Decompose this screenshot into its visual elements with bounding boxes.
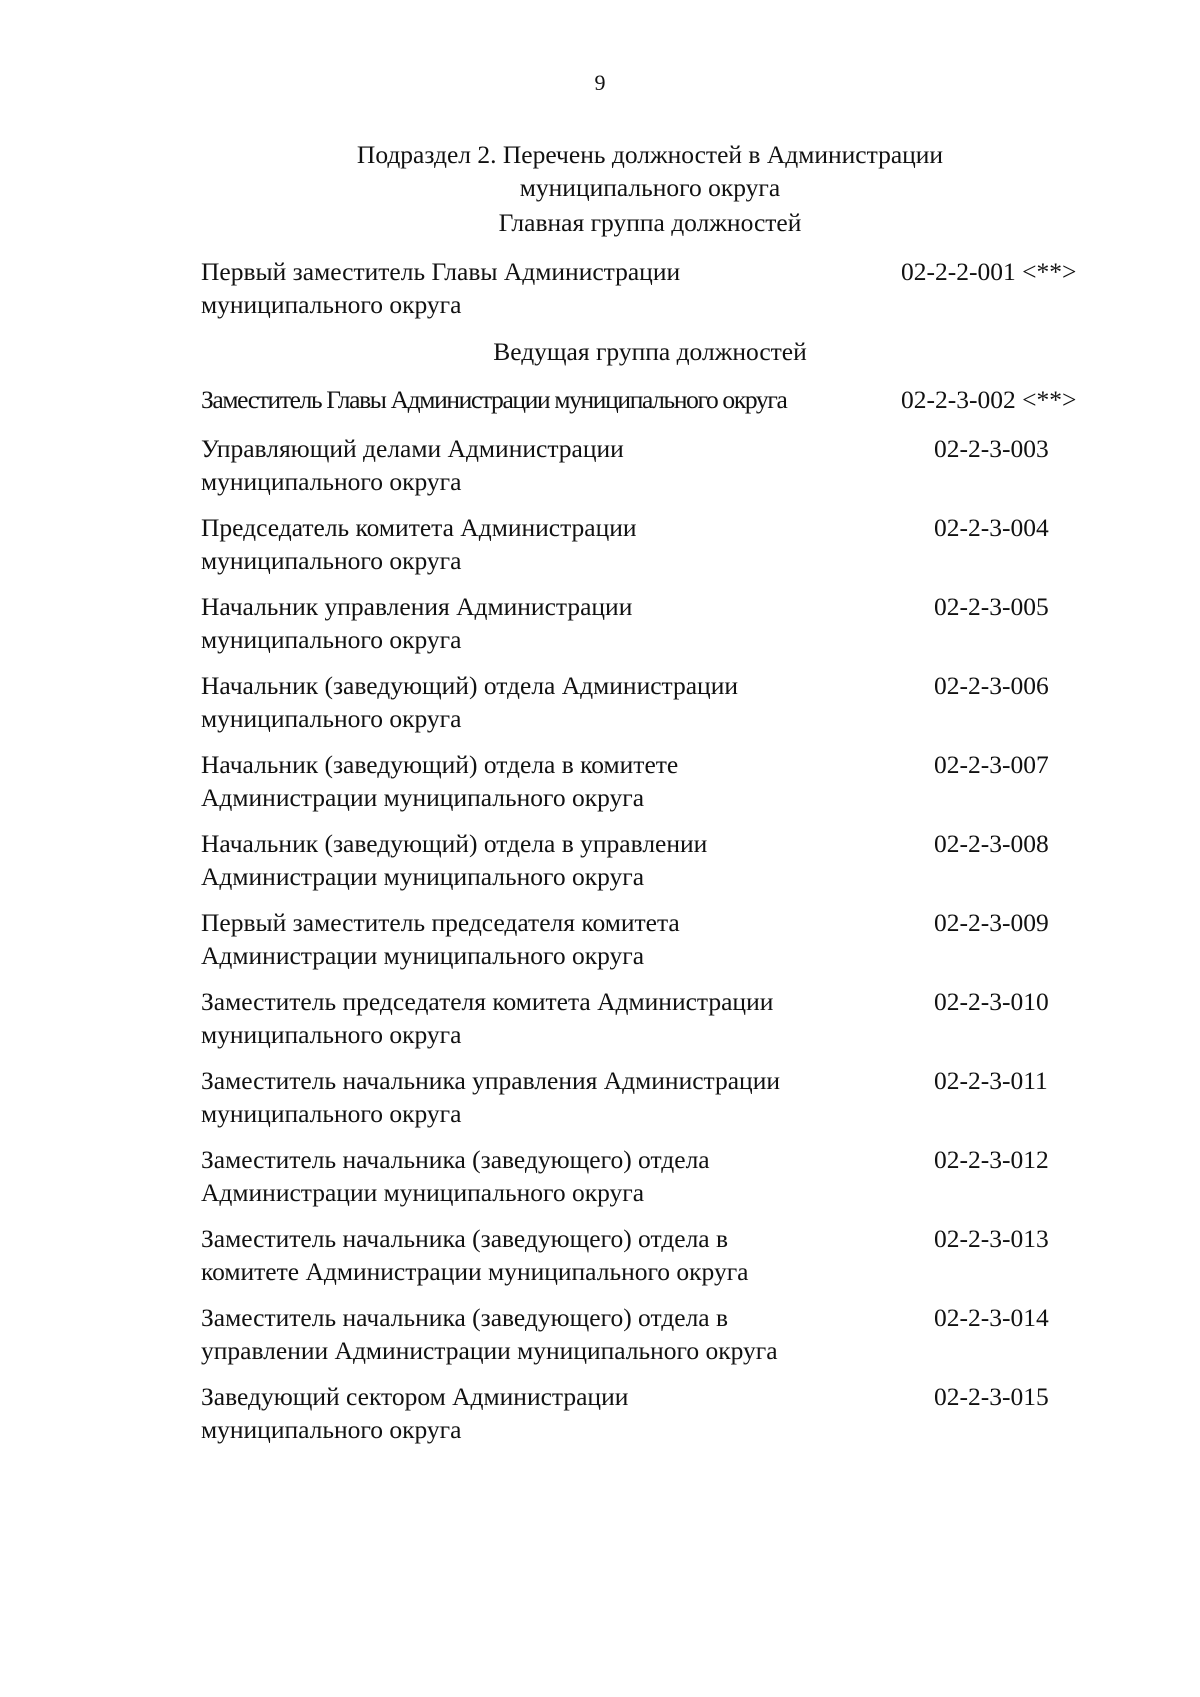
- position-code: 02-2-3-008: [934, 829, 1049, 858]
- position-code: 02-2-3-015: [934, 1382, 1049, 1411]
- position-code: 02-2-3-014: [934, 1303, 1049, 1332]
- position-row: [201, 1064, 1101, 1134]
- position-title: [201, 1222, 851, 1288]
- position-title-line-2: муниципального округа: [201, 546, 462, 575]
- position-title-line-2: Администрации муниципального округа: [201, 862, 645, 891]
- position-code: 02-2-3-012: [934, 1145, 1049, 1174]
- position-row: [201, 1301, 1101, 1371]
- subsection-title-line-2: муниципального округа: [519, 173, 781, 202]
- position-row: [201, 669, 1101, 739]
- position-title: [201, 511, 851, 577]
- position-row: [201, 590, 1101, 660]
- position-row: [201, 432, 1101, 502]
- position-title-line-2: управлении Администрации муниципального округа: [201, 1336, 778, 1365]
- position-title-line-2: муниципального округа: [201, 625, 462, 654]
- position-title: [201, 669, 851, 735]
- position-title: [201, 1301, 851, 1367]
- position-title-line-1: Управляющий делами Администрации: [201, 434, 624, 463]
- position-title-line-1: Первый заместитель Главы Администрации: [201, 257, 681, 286]
- position-title-line-2: муниципального округа: [201, 290, 462, 319]
- position-code: 02-2-3-007: [934, 750, 1049, 779]
- position-title: [201, 906, 851, 972]
- position-row: [201, 511, 1101, 581]
- position-title: [201, 590, 851, 656]
- subsection-title-line-1: Подраздел 2. Перечень должностей в Администрации: [356, 140, 944, 169]
- position-title-line-2: муниципального округа: [201, 704, 462, 733]
- position-title-line-1: Заместитель Главы Администрации муниципального округа: [201, 385, 787, 414]
- position-title: [201, 432, 851, 498]
- position-title-line-2: муниципального округа: [201, 1099, 462, 1128]
- position-title: [201, 985, 851, 1051]
- position-title-line-1: Начальник (заведующий) отдела в комитете: [201, 750, 679, 779]
- position-title: [201, 827, 851, 893]
- position-code: 02-2-3-013: [934, 1224, 1049, 1253]
- position-title: [201, 383, 891, 416]
- group-heading-leading: Ведущая группа должностей: [493, 337, 807, 366]
- position-code: 02-2-3-005: [934, 592, 1049, 621]
- position-title-line-1: Заместитель начальника (заведующего) отдела в: [201, 1303, 729, 1332]
- position-title-line-1: Начальник (заведующий) отдела в управлении: [201, 829, 708, 858]
- position-title-line-1: Начальник управления Администрации: [201, 592, 633, 621]
- position-title-line-1: Заместитель председателя комитета Администрации: [201, 987, 774, 1016]
- position-row: [201, 827, 1101, 897]
- position-title: [201, 255, 851, 321]
- position-row: [201, 1143, 1101, 1213]
- group-heading-main: Главная группа должностей: [498, 208, 802, 237]
- position-row: [201, 906, 1101, 976]
- page-number: 9: [594, 70, 606, 95]
- position-code: 02-2-3-002 <**>: [901, 385, 1077, 414]
- position-row: [201, 748, 1101, 818]
- position-title: [201, 1064, 851, 1130]
- position-title: [201, 1380, 851, 1446]
- position-title-line-2: Администрации муниципального округа: [201, 783, 645, 812]
- position-code: 02-2-3-004: [934, 513, 1049, 542]
- position-title-line-1: Председатель комитета Администрации: [201, 513, 637, 542]
- position-title-line-2: комитете Администрации муниципального округа: [201, 1257, 749, 1286]
- position-code: 02-2-3-009: [934, 908, 1049, 937]
- position-title-line-2: муниципального округа: [201, 1020, 462, 1049]
- position-row: [201, 985, 1101, 1055]
- position-title-line-2: Администрации муниципального округа: [201, 941, 645, 970]
- position-title-line-2: муниципального округа: [201, 1415, 462, 1444]
- position-code: 02-2-2-001 <**>: [901, 257, 1077, 286]
- position-code: 02-2-3-011: [934, 1066, 1048, 1095]
- position-code: 02-2-3-006: [934, 671, 1049, 700]
- position-row: [201, 1222, 1101, 1292]
- position-title-line-1: Первый заместитель председателя комитета: [201, 908, 680, 937]
- position-title-line-1: Заместитель начальника управления Администрации: [201, 1066, 780, 1095]
- position-title-line-2: Администрации муниципального округа: [201, 1178, 645, 1207]
- position-title-line-1: Начальник (заведующий) отдела Администрации: [201, 671, 738, 700]
- subsection-title: [250, 138, 1050, 204]
- position-title-line-1: Заместитель начальника (заведующего) отдела в: [201, 1224, 729, 1253]
- position-title-line-1: Заместитель начальника (заведующего) отдела: [201, 1145, 710, 1174]
- position-code: 02-2-3-010: [934, 987, 1049, 1016]
- position-row: [201, 255, 1101, 325]
- position-title: [201, 1143, 851, 1209]
- position-row: [201, 1380, 1101, 1450]
- position-title-line-2: муниципального округа: [201, 467, 462, 496]
- position-code: 02-2-3-003: [934, 434, 1049, 463]
- position-title-line-1: Заведующий сектором Администрации: [201, 1382, 629, 1411]
- position-title: [201, 748, 851, 814]
